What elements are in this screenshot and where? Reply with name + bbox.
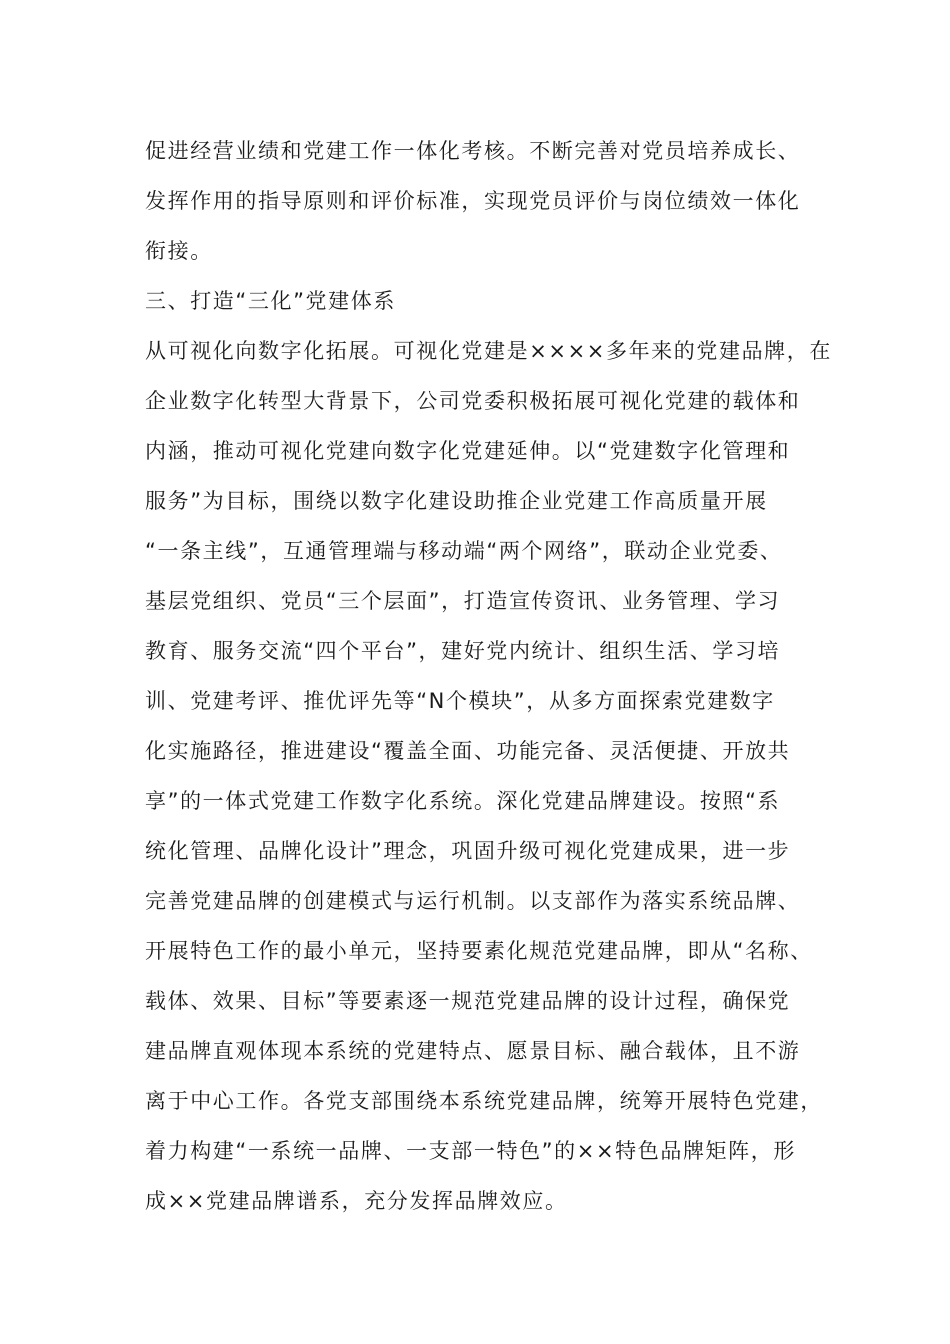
paragraph-line: 教育、服务交流“四个平台”，建好党内统计、组织生活、学习培 xyxy=(145,639,781,663)
paragraph-line: 成××党建品牌谱系，充分发挥品牌效应。 xyxy=(145,1189,568,1213)
section-heading: 三、打造“三化”党建体系 xyxy=(145,289,396,313)
paragraph-line: 促进经营业绩和党建工作一体化考核。不断完善对党员培养成长、 xyxy=(145,139,801,163)
paragraph-line: 开展特色工作的最小单元，坚持要素化规范党建品牌，即从“名称、 xyxy=(145,939,813,963)
paragraph-line: 衔接。 xyxy=(145,239,213,263)
paragraph-line: 完善党建品牌的创建模式与运行机制。以支部作为落实系统品牌、 xyxy=(145,889,801,913)
paragraph-line: 统化管理、品牌化设计”理念，巩固升级可视化党建成果，进一步 xyxy=(145,839,791,863)
paragraph-line: 内涵，推动可视化党建向数字化党建延伸。以“党建数字化管理和 xyxy=(145,439,791,463)
paragraph-line: 服务”为目标，围绕以数字化建设助推企业党建工作高质量开展 xyxy=(145,489,768,513)
paragraph-line: 企业数字化转型大背景下，公司党委积极拓展可视化党建的载体和 xyxy=(145,389,801,413)
paragraph-line: 载体、效果、目标”等要素逐一规范党建品牌的设计过程，确保党 xyxy=(145,989,791,1013)
paragraph-line: 基层党组织、党员“三个层面”，打造宣传资讯、业务管理、学习 xyxy=(145,589,781,613)
paragraph-line: 享”的一体式党建工作数字化系统。深化党建品牌建设。按照“系 xyxy=(145,789,781,813)
paragraph-line: 着力构建“一系统一品牌、一支部一特色”的××特色品牌矩阵，形 xyxy=(145,1139,796,1163)
paragraph-line: 训、党建考评、推优评先等“N个模块”，从多方面探索党建数字 xyxy=(145,689,775,713)
paragraph-line: 建品牌直观体现本系统的党建特点、愿景目标、融合载体，且不游 xyxy=(145,1039,801,1063)
paragraph-line: 从可视化向数字化拓展。可视化党建是××××多年来的党建品牌，在 xyxy=(145,339,832,363)
paragraph-line: 发挥作用的指导原则和评价标准，实现党员评价与岗位绩效一体化 xyxy=(145,189,801,213)
paragraph-line: 离于中心工作。各党支部围绕本系统党建品牌，统筹开展特色党建， xyxy=(145,1089,823,1113)
paragraph-line: “一条主线”，互通管理端与移动端“两个网络”，联动企业党委、 xyxy=(145,539,783,563)
paragraph-line: 化实施路径，推进建设“覆盖全面、功能完备、灵活便捷、开放共 xyxy=(145,739,791,763)
